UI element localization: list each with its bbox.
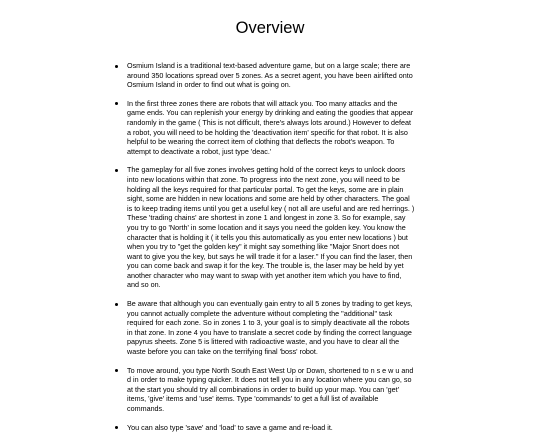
bullet-item-save-load bbox=[0, 423, 415, 433]
bullet-item-intro bbox=[0, 61, 415, 90]
page-title: Overview bbox=[235, 19, 305, 37]
bullet-dot-icon bbox=[115, 65, 118, 68]
bullet-dot-icon bbox=[115, 426, 118, 429]
bullet-item-additional-tasks bbox=[0, 299, 415, 357]
bullet-item-robots bbox=[0, 99, 415, 157]
bullet-dot-icon bbox=[115, 303, 118, 306]
bullet-dot-icon bbox=[115, 102, 118, 105]
bullet-text: Osmium Island is a traditional text-based adventure game, but on a large scale; there are around 350 locations spread over 5 zones. As a secret agent, you have been airlifted onto Osmium Island in order to find out what is going on. bbox=[127, 61, 413, 90]
bullet-text: The gameplay for all five zones involves getting hold of the correct keys to unlock doors into new locations within that zone. To progress into the next zone, you will need to be holding all the keys required for that particular portal. To get the keys, some are in plain sight, some are hidden in new locations and some are held by other characters. The goal is to keep trading items until you get a useful key ( not all are useful and are red herrings. ) These 'trading chains' are shortest in zone 1 and longest in zone 3. So for example, say you try to go 'North' in some location and it says you need the golden key. You know the character that is holding it ( it tells you this automatically as you enter new locations ) but when you try to "get the golden key" it might say something like "Major Snort does not want to give you the key, but says he will trade it for a laser." If you can find the laser, then you can come back and swap it for the key. The trouble is, the laser may be held by yet another character who may want to swap with yet another item which you have to find, and so on. bbox=[127, 165, 415, 290]
bullet-text: Be aware that although you can eventually gain entry to all 5 zones by trading to get keys, you cannot actually complete the adventure without completing the "additional" task required for each zone. So in zones 1 to 3, your goal is to simply deactivate all the robots in that zone. In zone 4 you have to translate a secret code by finding the correct language papyrus sheets. Zone 5 is littered with radioactive waste, and you have to clear all the waste before you can take on the terrifying final 'boss' robot. bbox=[127, 299, 413, 357]
bullet-text: In the first three zones there are robots that will attack you. Too many attacks and the game ends. You can replenish your energy by drinking and eating the goodies that appear randomly in the game ( This is not difficult, there's always lots around.) However to defeat a robot, you will need to be holding the 'deactivation item' specific for that robot. It is also helpful to be wearing the correct item of clothing that deflects the robot's weapon. To attempt to deactivate a robot, just type 'deac.' bbox=[127, 98, 414, 156]
bullet-text: You can also type 'save' and 'load' to save a game and re-load it. bbox=[127, 422, 333, 432]
bullet-item-movement bbox=[0, 366, 415, 414]
bullet-item-gameplay bbox=[0, 165, 415, 290]
bullet-dot-icon bbox=[115, 169, 118, 172]
bullet-text: To move around, you type North South East West Up or Down, shortened to n s e w u and d in order to make typing quicker. It does not tell you in any location where you can go, so at the start you should try all combinations in order to build up your map. You can 'get' items, 'give' items and 'use' items. Type 'commands' to get a full list of available commands. bbox=[127, 365, 414, 413]
bullet-dot-icon bbox=[115, 369, 118, 372]
overview-bullet-list bbox=[0, 61, 540, 441]
